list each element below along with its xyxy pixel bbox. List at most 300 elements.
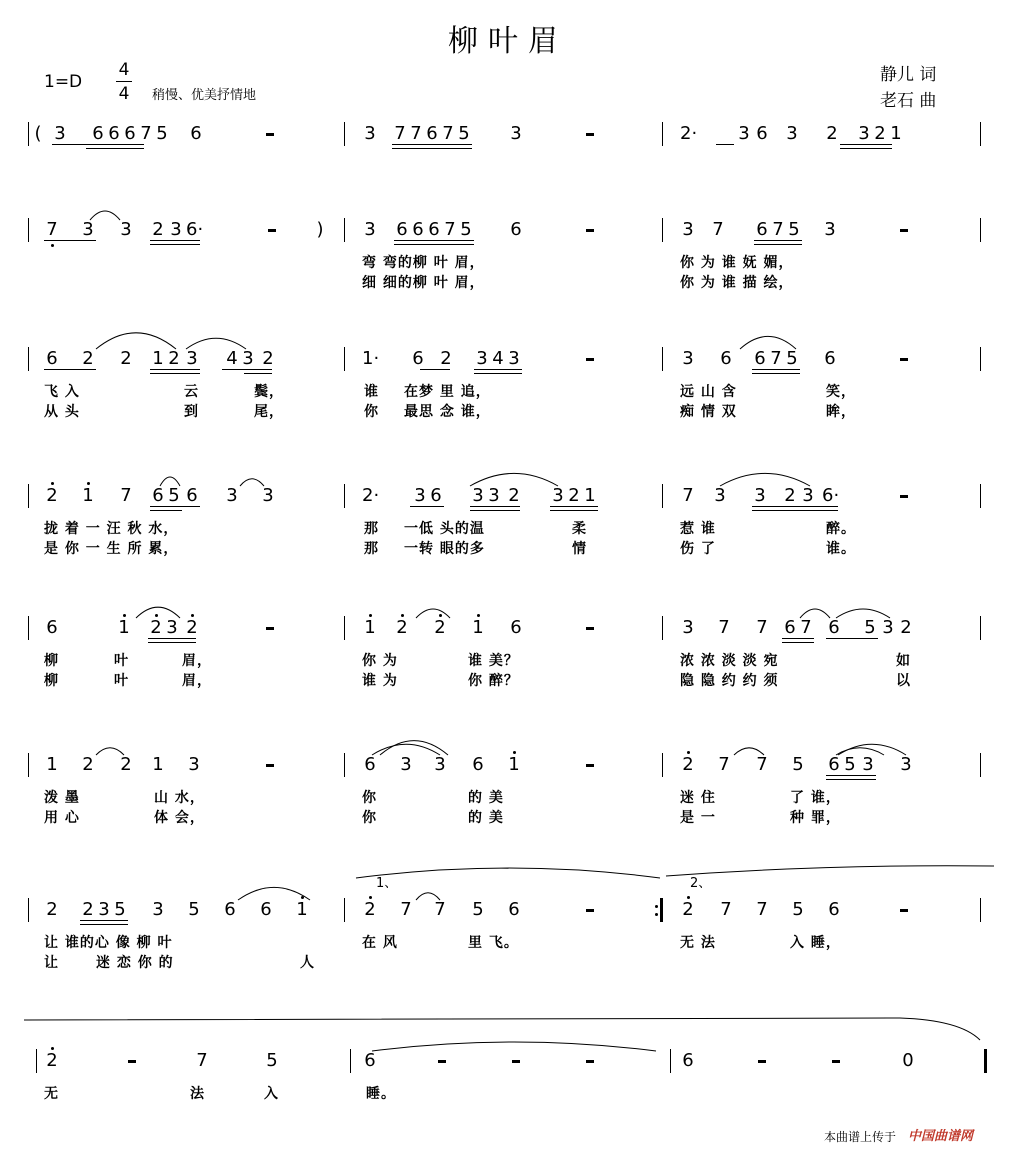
barline — [980, 347, 981, 371]
beam-underline — [754, 244, 802, 245]
sustain-dash — [900, 229, 908, 232]
note: 1· — [362, 348, 380, 369]
barline — [344, 898, 345, 922]
note: 1 — [152, 348, 164, 369]
beam-underline — [44, 369, 96, 370]
sustain-dash — [512, 1060, 520, 1063]
beam-underline — [150, 240, 200, 241]
barline — [660, 898, 663, 922]
note: 5 — [864, 617, 876, 638]
beam-underline — [150, 244, 200, 245]
slur — [90, 211, 120, 220]
note: 6 — [152, 485, 164, 506]
note: 6 — [92, 123, 104, 144]
octave-dot-high — [439, 614, 442, 617]
note: 5 — [156, 123, 168, 144]
octave-dot-high — [123, 614, 126, 617]
note: 7 — [720, 899, 732, 920]
note: 6· — [822, 485, 840, 506]
octave-dot-low — [51, 244, 54, 247]
barline — [662, 616, 663, 640]
lyric-2: 你 — [364, 404, 379, 420]
note: 6 — [472, 754, 484, 775]
sustain-dash — [586, 358, 594, 361]
note: 2 — [46, 899, 58, 920]
note: 1 — [82, 485, 94, 506]
footer-upload-text: 本曲谱上传于 — [824, 1130, 897, 1144]
lyric-1: 谁 美？ — [468, 653, 519, 669]
lyric-2: 到 — [184, 404, 199, 420]
barline — [28, 484, 29, 508]
lyric-1: 笑， — [826, 384, 856, 400]
lyric-1: 浓 浓 淡 淡 宛 — [680, 653, 779, 669]
octave-dot-high — [369, 896, 372, 899]
beam-underline — [420, 369, 450, 370]
barline — [28, 898, 29, 922]
lyric-1: 惹 谁 — [680, 521, 716, 537]
note: 7 — [718, 617, 730, 638]
lyric-1: 你 为 谁 妩 媚， — [680, 255, 794, 271]
note: 7 — [410, 123, 422, 144]
note: 6 — [426, 123, 438, 144]
note: 1 — [508, 754, 520, 775]
note: 3 — [682, 348, 694, 369]
note: 6 — [508, 899, 520, 920]
beam-underline — [394, 244, 474, 245]
long-tie — [24, 1018, 980, 1040]
beam-underline — [470, 510, 520, 511]
lyric-2: 眸， — [826, 404, 856, 420]
note: 1 — [364, 617, 376, 638]
lyric-2: 你 醉？ — [468, 673, 519, 689]
note: 2 — [152, 219, 164, 240]
barline — [662, 753, 663, 777]
beam-underline — [474, 369, 522, 370]
beam-underline — [840, 144, 892, 145]
note: 2 — [682, 754, 694, 775]
barline — [344, 122, 345, 146]
sustain-dash — [438, 1060, 446, 1063]
lyric-2: 细 细的柳 叶 眉， — [362, 275, 485, 291]
note: 6 — [828, 617, 840, 638]
note: 3 — [862, 754, 874, 775]
volta-1-label: 1、 — [376, 876, 398, 891]
note: 3 — [364, 219, 376, 240]
note: 3 — [900, 754, 912, 775]
note: 2 — [262, 348, 274, 369]
note: 6 — [364, 754, 376, 775]
note: 6 — [46, 348, 58, 369]
note: 3 — [488, 485, 500, 506]
barline — [28, 347, 29, 371]
note: 6 — [754, 348, 766, 369]
lyric-2: 叶 — [114, 673, 129, 689]
beam-underline — [826, 775, 876, 776]
lyric-1: 谁 — [364, 384, 379, 400]
sustain-dash — [586, 133, 594, 136]
note: 3 — [152, 899, 164, 920]
lyric-2: 体 会， — [154, 810, 205, 826]
lyric-1: 入 睡， — [790, 935, 841, 951]
note: 6 — [784, 617, 796, 638]
note: 3 — [364, 123, 376, 144]
lyric-2: 最思 念 谁， — [404, 404, 491, 420]
beam-underline — [52, 144, 112, 145]
note: 1 — [46, 754, 58, 775]
beam-underline — [550, 510, 598, 511]
note: 2 — [364, 899, 376, 920]
beam-underline — [392, 144, 472, 145]
lyric-1: 泼 墨 — [44, 790, 80, 806]
note: 2 — [682, 899, 694, 920]
lyric-2: 柳 — [44, 673, 59, 689]
note: 6 — [46, 617, 58, 638]
note: 3 — [472, 485, 484, 506]
note: 1 — [152, 754, 164, 775]
note: 3 — [186, 348, 198, 369]
lyric-2: 那 — [364, 541, 379, 557]
note: 5 — [188, 899, 200, 920]
note: 1 — [118, 617, 130, 638]
beam-underline — [150, 510, 182, 511]
lyric-2: 是 你 一 生 所 累， — [44, 541, 179, 557]
lyric-2: 人 — [300, 955, 315, 971]
page-title: 柳叶眉 — [448, 24, 568, 59]
note: 3 — [510, 123, 522, 144]
note: 2 — [508, 485, 520, 506]
lyric-1: 远 山 含 — [680, 384, 737, 400]
site-logo: 中国曲谱网 — [908, 1129, 974, 1144]
note: 3 — [882, 617, 894, 638]
note: 5 — [788, 219, 800, 240]
lyric-1: 无 法 — [680, 935, 716, 951]
sustain-dash — [268, 229, 276, 232]
note: 3 — [508, 348, 520, 369]
barline — [980, 616, 981, 640]
note: 2 — [186, 617, 198, 638]
note: 2 — [900, 617, 912, 638]
beam-underline — [244, 373, 272, 374]
volta-2-label: 2、 — [690, 876, 712, 891]
note: 2 — [874, 123, 886, 144]
sustain-dash — [586, 764, 594, 767]
note: 7 — [756, 617, 768, 638]
note: 3 — [714, 485, 726, 506]
beam-underline — [86, 148, 144, 149]
lyric-1: 的 美 — [468, 790, 504, 806]
note: 6 — [430, 485, 442, 506]
note: 3 — [824, 219, 836, 240]
octave-dot-high — [687, 896, 690, 899]
barline — [344, 218, 345, 242]
beam-underline — [752, 373, 800, 374]
note: 5 — [458, 123, 470, 144]
note: 3 — [226, 485, 238, 506]
note: 2 — [150, 617, 162, 638]
sustain-dash — [266, 764, 274, 767]
note: 6 — [682, 1050, 694, 1071]
note: 6 — [186, 485, 198, 506]
note: 2 — [82, 348, 94, 369]
octave-dot-high — [477, 614, 480, 617]
lyric-2: 以 — [896, 673, 911, 689]
note: 7 — [140, 123, 152, 144]
beam-underline — [44, 240, 96, 241]
note: 6 — [828, 754, 840, 775]
note: 2 — [82, 899, 94, 920]
beam-underline — [754, 240, 802, 241]
composer-credit: 老石 曲 — [880, 91, 937, 111]
octave-dot-high — [87, 482, 90, 485]
barline — [28, 616, 29, 640]
beam-underline — [752, 506, 838, 507]
note: 3 — [242, 348, 254, 369]
beam-underline — [470, 506, 520, 507]
lyric-2: 尾， — [254, 404, 284, 420]
octave-dot-high — [51, 1047, 54, 1050]
lyric-1: 鬓， — [254, 384, 284, 400]
note: 7 — [718, 754, 730, 775]
sustain-dash — [586, 229, 594, 232]
note: 3 — [188, 754, 200, 775]
note: 7 — [770, 348, 782, 369]
octave-dot-high — [369, 614, 372, 617]
lyric-2: 谁 为 — [362, 673, 398, 689]
beam-underline — [394, 240, 474, 241]
lyric-2: 用 心 — [44, 810, 80, 826]
note: 7 — [756, 899, 768, 920]
note: 3 — [170, 219, 182, 240]
lyric-1: 那 — [364, 521, 379, 537]
octave-dot-high — [513, 751, 516, 754]
lyric-1: 在梦 里 追， — [404, 384, 491, 400]
lyric-1: 弯 弯的柳 叶 眉， — [362, 255, 485, 271]
lyric-1: 一低 头的温 — [404, 521, 485, 537]
note: 7 — [196, 1050, 208, 1071]
note: 3 — [120, 219, 132, 240]
note: 6 — [756, 123, 768, 144]
lyric-2: 让 — [44, 955, 59, 971]
lyric-1: 拢 着 一 汪 秋 水， — [44, 521, 179, 537]
beam-underline — [80, 924, 128, 925]
note: 1 — [584, 485, 596, 506]
lyric-2: 情 — [572, 541, 587, 557]
lyricist-credit: 静儿 词 — [880, 65, 937, 85]
note: 6 — [720, 348, 732, 369]
sustain-dash — [586, 909, 594, 912]
note: 6 — [756, 219, 768, 240]
repeat-dot — [655, 905, 658, 908]
lyric-2: 迷 恋 你 的 — [96, 955, 174, 971]
barline — [662, 484, 663, 508]
barline — [980, 122, 981, 146]
lyric-1: 迷 住 — [680, 790, 716, 806]
lyric-1: 醉。 — [826, 521, 856, 537]
barline — [344, 484, 345, 508]
octave-dot-high — [191, 614, 194, 617]
note: 3 — [754, 485, 766, 506]
slur — [240, 479, 264, 486]
lyric-1: 眉， — [182, 653, 212, 669]
lyric-2: 隐 隐 约 约 须 — [680, 673, 779, 689]
repeat-dot — [655, 913, 658, 916]
lyric-1: 柳 — [44, 653, 59, 669]
sustain-dash — [128, 1060, 136, 1063]
note: 6 — [412, 219, 424, 240]
note: 7 — [756, 754, 768, 775]
barline — [344, 753, 345, 777]
note: 2 — [120, 348, 132, 369]
lyric-2: 是 一 — [680, 810, 716, 826]
note: 5 — [792, 754, 804, 775]
tempo-marking: 稍慢、优美抒情地 — [152, 88, 257, 103]
sustain-dash — [586, 627, 594, 630]
note: 6 — [260, 899, 272, 920]
note: 4 — [226, 348, 238, 369]
lyric-2: 痴 情 双 — [680, 404, 737, 420]
barline — [662, 122, 663, 146]
beam-underline — [474, 373, 522, 374]
beam-underline — [106, 144, 144, 145]
lyric-1: 山 水， — [154, 790, 205, 806]
beam-underline — [782, 642, 814, 643]
note: 3 — [476, 348, 488, 369]
barline — [984, 1049, 987, 1073]
note: 3 — [682, 617, 694, 638]
barline — [662, 218, 663, 242]
note: 7 — [444, 219, 456, 240]
lyric-2: 从 头 — [44, 404, 80, 420]
note: 0 — [902, 1050, 914, 1071]
note: 7 — [434, 899, 446, 920]
slur — [96, 333, 176, 349]
beam-underline — [148, 642, 196, 643]
key-signature: 1=D — [44, 72, 83, 92]
lyric-1: 在 风 — [362, 935, 398, 951]
barline — [980, 898, 981, 922]
note: 5 — [168, 485, 180, 506]
note: 3 — [98, 899, 110, 920]
octave-dot-high — [155, 614, 158, 617]
lyric-1: 让 谁的心 像 柳 叶 — [44, 935, 173, 951]
note: 3 — [682, 219, 694, 240]
lyric-2: 你 — [362, 810, 377, 826]
lyric-1: 飞 入 — [44, 384, 80, 400]
barline — [980, 218, 981, 242]
barline — [980, 484, 981, 508]
beam-underline — [826, 638, 878, 639]
note: 2· — [680, 123, 698, 144]
sustain-dash — [266, 133, 274, 136]
note: ) — [316, 219, 324, 240]
note: 3 — [738, 123, 750, 144]
beam-underline — [752, 510, 838, 511]
lyric-2: 一转 眼的多 — [404, 541, 485, 557]
sustain-dash — [586, 1060, 594, 1063]
note: 5 — [844, 754, 856, 775]
volta-2-bracket — [666, 866, 994, 876]
barline — [670, 1049, 671, 1073]
note: 2 — [82, 754, 94, 775]
sustain-dash — [758, 1060, 766, 1063]
note: 3 — [82, 219, 94, 240]
beam-underline — [150, 373, 200, 374]
note: 7 — [712, 219, 724, 240]
note: 6 — [510, 219, 522, 240]
octave-dot-high — [51, 482, 54, 485]
note: 1 — [296, 899, 308, 920]
note: 3 — [434, 754, 446, 775]
lyric-1: 法 — [190, 1086, 205, 1102]
time-signature-top: 4 — [118, 60, 130, 80]
barline — [980, 753, 981, 777]
note: 7 — [400, 899, 412, 920]
sustain-dash — [900, 909, 908, 912]
beam-underline — [222, 369, 272, 370]
slur — [380, 741, 448, 755]
note: 7 — [46, 219, 58, 240]
beam-underline — [410, 506, 444, 507]
note: 1 — [890, 123, 902, 144]
note: 6 — [412, 348, 424, 369]
note: ( — [34, 123, 42, 144]
note: 7 — [394, 123, 406, 144]
note: 3 — [400, 754, 412, 775]
sustain-dash — [900, 358, 908, 361]
time-signature — [116, 60, 132, 104]
beam-underline — [826, 779, 876, 780]
note: 5 — [266, 1050, 278, 1071]
beam-underline — [782, 638, 814, 639]
note: 6 — [824, 348, 836, 369]
note: 3 — [802, 485, 814, 506]
barline — [662, 347, 663, 371]
slur — [836, 748, 884, 755]
note: 2 — [120, 754, 132, 775]
note: 3 — [262, 485, 274, 506]
note: 6 — [828, 899, 840, 920]
note: 6 — [364, 1050, 376, 1071]
lyric-2: 伤 了 — [680, 541, 716, 557]
lyric-2: 你 为 谁 描 绘， — [680, 275, 794, 291]
note: 5 — [786, 348, 798, 369]
note: 3 — [54, 123, 66, 144]
beam-underline — [392, 148, 472, 149]
lyric-1: 无 — [44, 1086, 59, 1102]
note: 3 — [552, 485, 564, 506]
lyric-2: 种 罪， — [790, 810, 841, 826]
lyric-1: 你 — [362, 790, 377, 806]
beam-underline — [752, 369, 800, 370]
note: 3 — [858, 123, 870, 144]
note: 5 — [792, 899, 804, 920]
note: 7 — [800, 617, 812, 638]
barline — [350, 1049, 351, 1073]
slur — [372, 1042, 656, 1051]
sustain-dash — [266, 627, 274, 630]
lyric-2: 的 美 — [468, 810, 504, 826]
beam-underline — [148, 638, 196, 639]
note: 2 — [46, 485, 58, 506]
note: 5 — [114, 899, 126, 920]
note: 4 — [492, 348, 504, 369]
note: 2 — [784, 485, 796, 506]
note: 3 — [786, 123, 798, 144]
note: 2 — [568, 485, 580, 506]
octave-dot-high — [687, 751, 690, 754]
note: 6· — [186, 219, 204, 240]
barline — [28, 218, 29, 242]
